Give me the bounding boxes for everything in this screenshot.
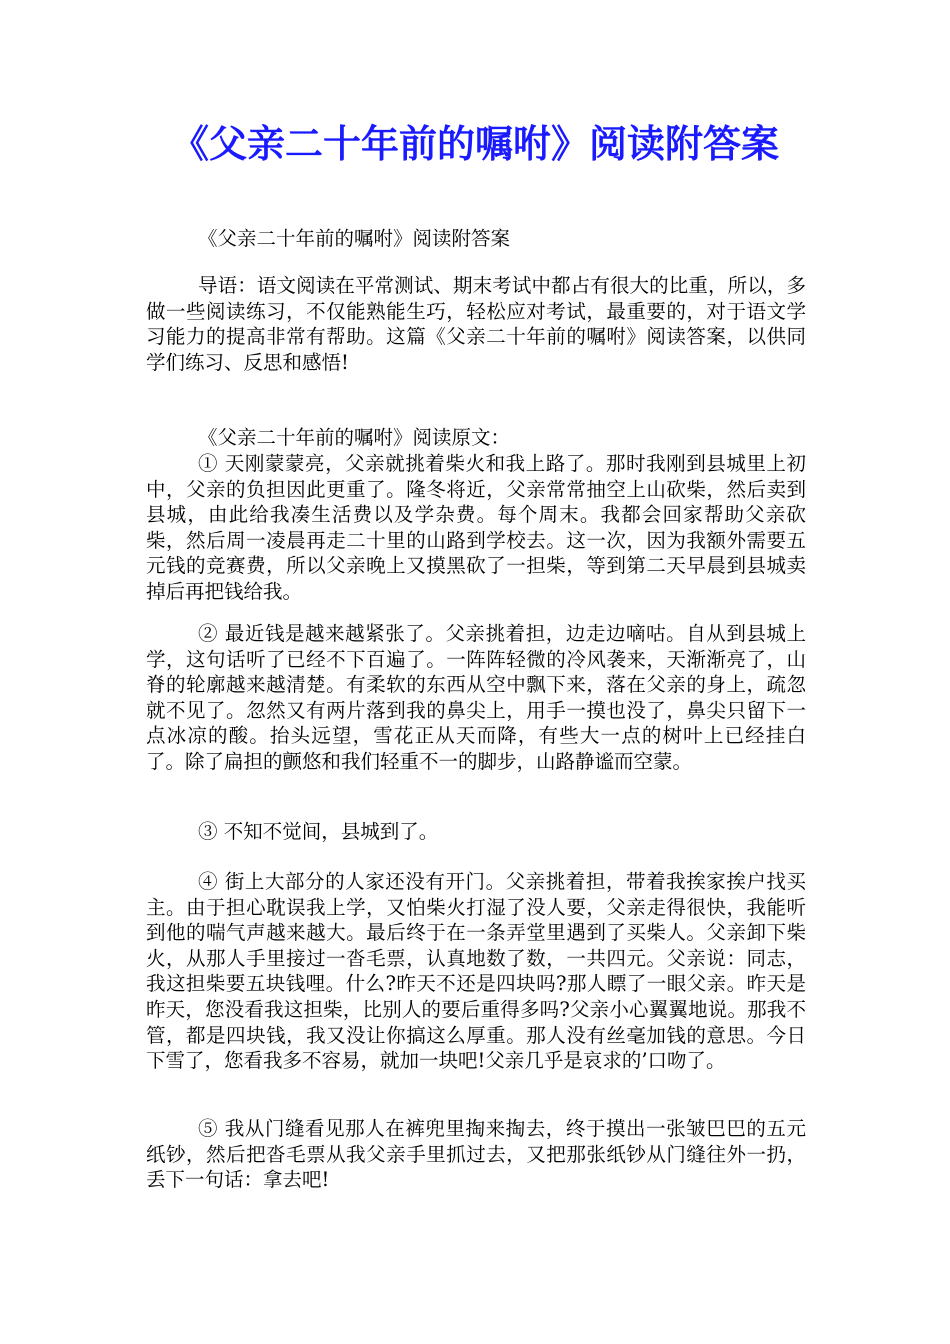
document-title: 《父亲二十年前的嘱咐》阅读附答案 [170, 122, 779, 166]
paragraph-2: ② 最近钱是越来越紧张了。父亲挑着担，边走边嘀咕。自从到县城上学，这句话听了已经不下百遍了。一阵阵轻微的冷风袭来，天渐渐亮了，山脊的轮廓越来越清楚。有柔软的东西从空中飘下来，落在父亲的身上，疏忽就不见了。忽然又有两片落到我的鼻尖上，用手一摸也没了，鼻尖只留下一点冰凉的酸。抬头远望，雪花正从天而降，有些大一点的树叶上已经挂白了。除了扁担的颤悠和我们轻重不一的脚步，山路静谧而空蒙。 [146, 622, 806, 773]
paragraph-4: ④ 街上大部分的人家还没有开门。父亲挑着担，带着我挨家挨户找买主。由于担心耽误我上学，又怕柴火打湿了没人要，父亲走得很快，我能听到他的喘气声越来越大。最后终于在一条弄堂里遇到了买柴人。父亲卸下柴火，从那人手里接过一沓毛票，认真地数了数，一共四元。父亲说：同志，我这担柴要五块钱哩。什么?昨天不还是四块吗?那人瞟了一眼父亲。昨天是昨天，您没看我这担柴，比别人的要后重得多吗?父亲小心翼翼地说。那我不管，都是四块钱，我又没让你搞这么厚重。那人没有丝毫加钱的意思。今日下雪了，您看我多不容易，就加一块吧!父亲几乎是哀求的’口吻了。 [146, 870, 806, 1073]
paragraph-5: ⑤ 我从门缝看见那人在裤兜里掏来掏去，终于摸出一张皱巴巴的五元纸钞，然后把沓毛票从我父亲手里抓过去，又把那张纸钞从门缝往外一扔，丢下一句话：拿去吧! [146, 1117, 806, 1192]
intro-paragraph: 导语：语文阅读在平常测试、期末考试中都占有很大的比重，所以，多做一些阅读练习，不仅能熟能生巧，轻松应对考试，最重要的，对于语文学习能力的提高非常有帮助。这篇《父亲二十年前的嘱咐》阅读答案，以供同学们练习、反思和感悟! [146, 274, 806, 374]
document-subtitle: 《父亲二十年前的嘱咐》阅读附答案 [198, 227, 511, 250]
paragraph-1: ① 天刚蒙蒙亮，父亲就挑着柴火和我上路了。那时我刚到县城里上初中，父亲的负担因此更重了。隆冬将近，父亲常常抽空上山砍柴，然后卖到县城，由此给我凑生活费以及学杂费。每个周末。我都会回家帮助父亲砍柴，然后周一凌晨再走二十里的山路到学校去。这一次，因为我额外需要五元钱的竞赛费，所以父亲晚上又摸黑砍了一担柴，等到第二天早晨到县城卖掉后再把钱给我。 [146, 452, 806, 603]
original-text-heading: 《父亲二十年前的嘱咐》阅读原文： [198, 426, 511, 449]
paragraph-3: ③ 不知不觉间，县城到了。 [198, 820, 439, 843]
